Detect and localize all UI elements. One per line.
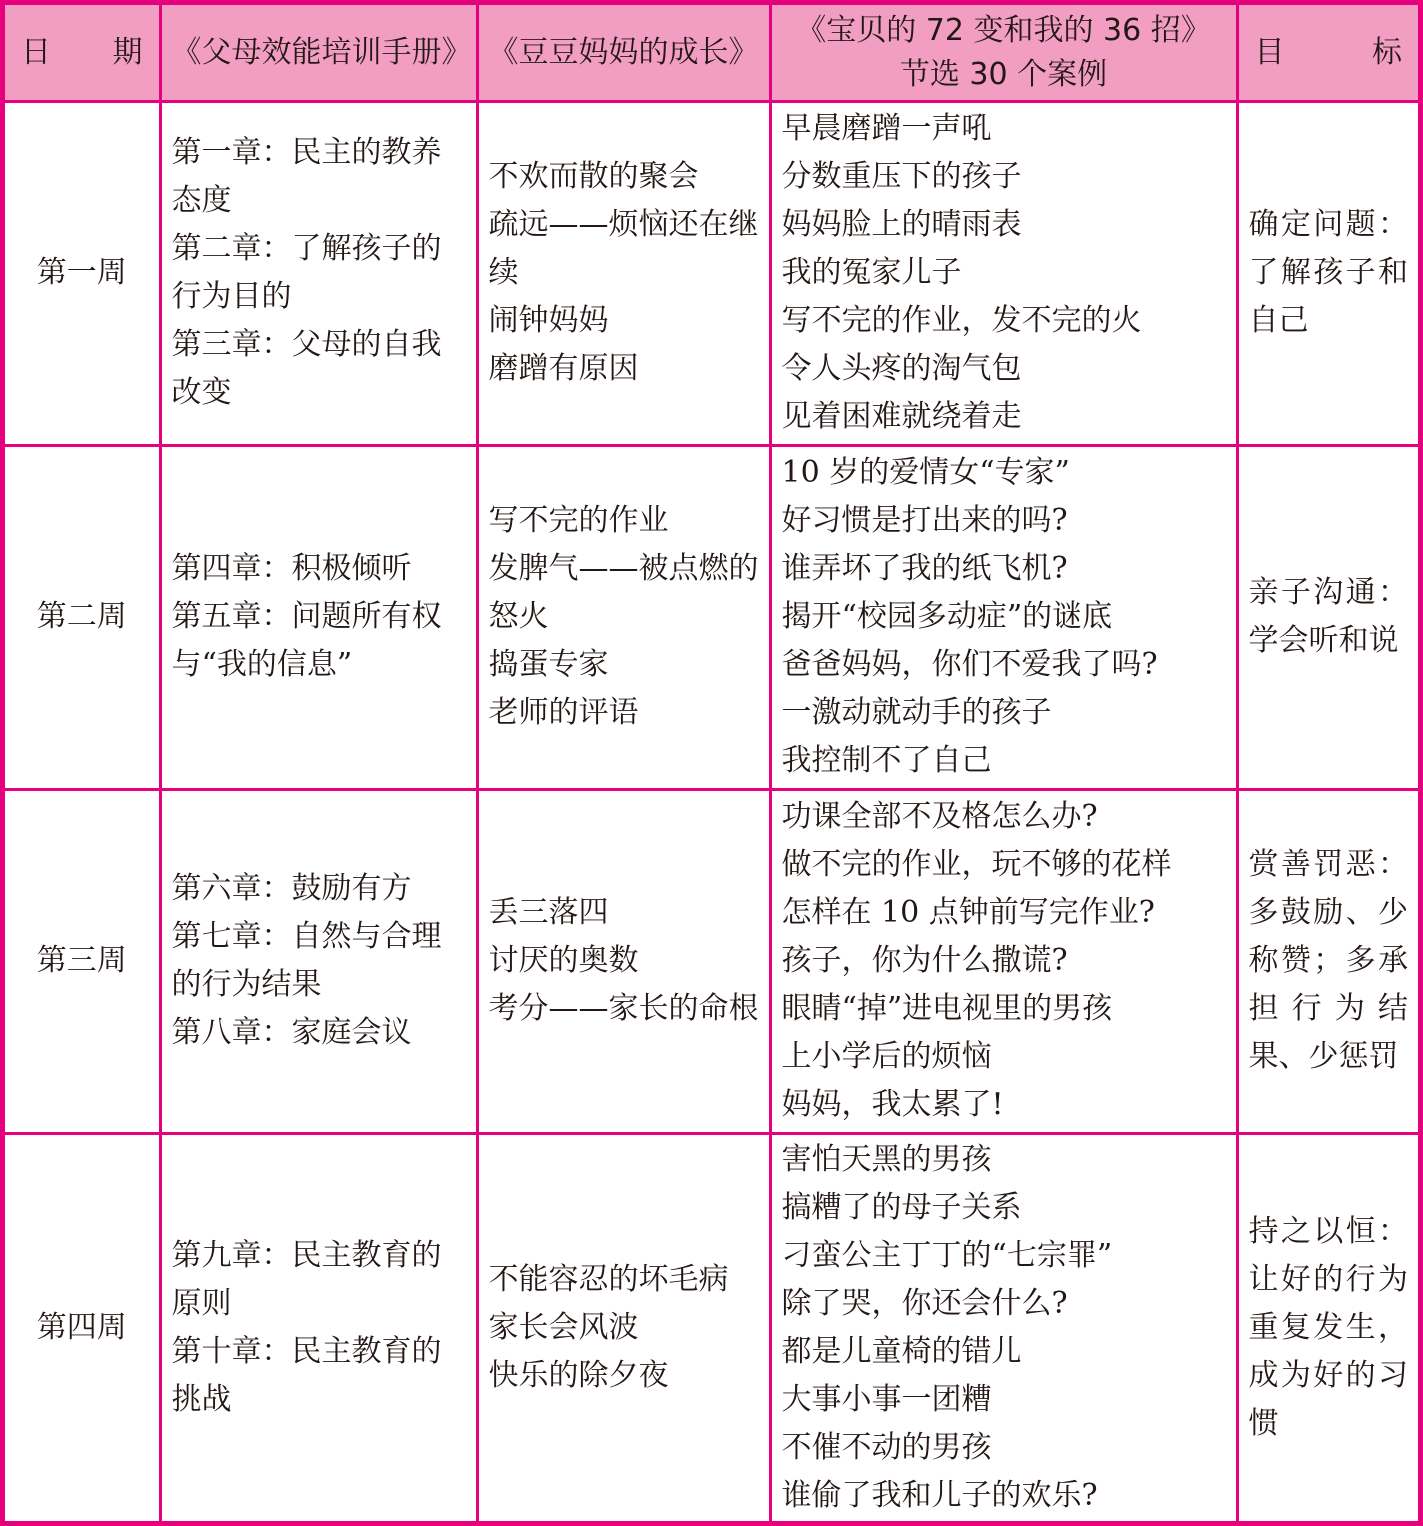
case-item: 刁蛮公主丁丁的“七宗罪” (781, 1237, 1113, 1273)
case-item: 眼睛“掉”进电视里的男孩 (781, 991, 1113, 1027)
table-row (5, 789, 1418, 1133)
growth-story-item: 讨厌的奥数 (488, 943, 639, 979)
table-row (5, 445, 1418, 789)
case-item: 上小学后的烦恼 (781, 1039, 992, 1075)
case-item: 好习惯是打出来的吗? (781, 503, 1068, 539)
chapter-item: 第三章：父母的自我改变 (171, 327, 442, 411)
growth-stories-cell (477, 102, 770, 446)
chapter-item: 第十章：民主教育的挑战 (171, 1333, 442, 1417)
growth-story-item: 考分——家长的命根 (488, 991, 759, 1027)
header-selected-cases: 《宝贝的 72 变和我的 36 招》 节选 30 个案例 (770, 5, 1237, 102)
case-item: 我的冤家儿子 (781, 255, 962, 291)
growth-story-item: 疏远——烦恼还在继续 (488, 207, 759, 291)
chapter-item: 第六章：鼓励有方 (171, 871, 412, 907)
table-row (5, 102, 1418, 446)
case-item: 除了哭，你还会什么? (781, 1285, 1068, 1321)
week-cell: 第三周 (5, 789, 160, 1133)
week-cell: 第四周 (5, 1133, 160, 1521)
growth-story-item: 老师的评语 (488, 695, 639, 731)
week-cell: 第二周 (5, 445, 160, 789)
cases-cell (770, 445, 1237, 789)
goal-cell: 确定问题：了解孩子和自己 (1237, 102, 1418, 446)
case-item: 谁弄坏了我的纸飞机? (781, 551, 1068, 587)
chapter-item: 第九章：民主教育的原则 (171, 1237, 442, 1321)
chapter-item: 第五章：问题所有权与“我的信息” (171, 599, 442, 683)
case-item: 不催不动的男孩 (781, 1429, 992, 1465)
chapter-item: 第一章：民主的教养态度 (171, 135, 442, 219)
chapter-item: 第四章：积极倾听 (171, 551, 412, 587)
growth-story-item: 磨蹭有原因 (488, 351, 639, 387)
header-row (5, 5, 1418, 102)
cases-cell (770, 789, 1237, 1133)
case-item: 怎样在 10 点钟前写完作业? (781, 895, 1155, 931)
case-item: 令人头疼的淘气包 (781, 351, 1022, 387)
case-item: 见着困难就绕着走 (781, 399, 1022, 435)
cases-cell (770, 102, 1237, 446)
case-item: 10 岁的爱情女“专家” (781, 455, 1070, 491)
chapter-item: 第八章：家庭会议 (171, 1015, 412, 1051)
growth-story-item: 捣蛋专家 (488, 647, 609, 683)
case-item: 妈妈，我太累了! (781, 1087, 1004, 1123)
chapters-cell (160, 102, 477, 446)
case-item: 大事小事一团糟 (781, 1381, 992, 1417)
chapter-item: 第七章：自然与合理的行为结果 (171, 919, 442, 1003)
growth-story-item: 闹钟妈妈 (488, 303, 609, 339)
growth-story-item: 快乐的除夕夜 (488, 1357, 669, 1393)
chapters-cell (160, 789, 477, 1133)
growth-story-item: 丢三落四 (488, 895, 609, 931)
case-item: 妈妈脸上的晴雨表 (781, 207, 1022, 243)
case-item: 爸爸妈妈，你们不爱我了吗? (781, 647, 1158, 683)
header-date: 日 期 (5, 5, 160, 102)
growth-story-item: 不欢而散的聚会 (488, 159, 699, 195)
header-goal: 目 标 (1237, 5, 1418, 102)
case-item: 搞糟了的母子关系 (781, 1189, 1022, 1225)
case-item: 做不完的作业，玩不够的花样 (781, 847, 1172, 883)
case-item: 谁偷了我和儿子的欢乐? (781, 1477, 1098, 1513)
case-item: 都是儿童椅的错儿 (781, 1333, 1022, 1369)
training-schedule-table (5, 5, 1418, 1521)
goal-cell: 亲子沟通：学会听和说 (1237, 445, 1418, 789)
case-item: 害怕天黑的男孩 (781, 1141, 992, 1177)
chapter-item: 第二章：了解孩子的行为目的 (171, 231, 442, 315)
growth-stories-cell (477, 1133, 770, 1521)
chapters-cell (160, 1133, 477, 1521)
goal-cell: 赏善罚恶：多鼓励、少称赞；多承担行为结果、少惩罚 (1237, 789, 1418, 1133)
case-item: 早晨磨蹭一声吼 (781, 111, 992, 147)
growth-story-item: 发脾气——被点燃的怒火 (488, 551, 759, 635)
growth-story-item: 不能容忍的坏毛病 (488, 1261, 729, 1297)
growth-stories-cell (477, 445, 770, 789)
case-item: 写不完的作业，发不完的火 (781, 303, 1142, 339)
table-row (5, 1133, 1418, 1521)
case-item: 揭开“校园多动症”的谜底 (781, 599, 1113, 635)
case-item: 孩子，你为什么撒谎? (781, 943, 1068, 979)
header-doudou-mother-growth: 《豆豆妈妈的成长》 (477, 5, 770, 102)
growth-story-item: 家长会风波 (488, 1309, 639, 1345)
chapters-cell (160, 445, 477, 789)
growth-story-item: 写不完的作业 (488, 503, 669, 539)
cases-cell (770, 1133, 1237, 1521)
case-item: 分数重压下的孩子 (781, 159, 1022, 195)
case-item: 功课全部不及格怎么办? (781, 799, 1098, 835)
case-item: 我控制不了自己 (781, 743, 992, 779)
growth-stories-cell (477, 789, 770, 1133)
case-item: 一激动就动手的孩子 (781, 695, 1052, 731)
header-parent-effectiveness-manual: 《父母效能培训手册》 (160, 5, 477, 102)
week-cell: 第一周 (5, 102, 160, 446)
goal-cell: 持之以恒：让好的行为重复发生，成为好的习惯 (1237, 1133, 1418, 1521)
